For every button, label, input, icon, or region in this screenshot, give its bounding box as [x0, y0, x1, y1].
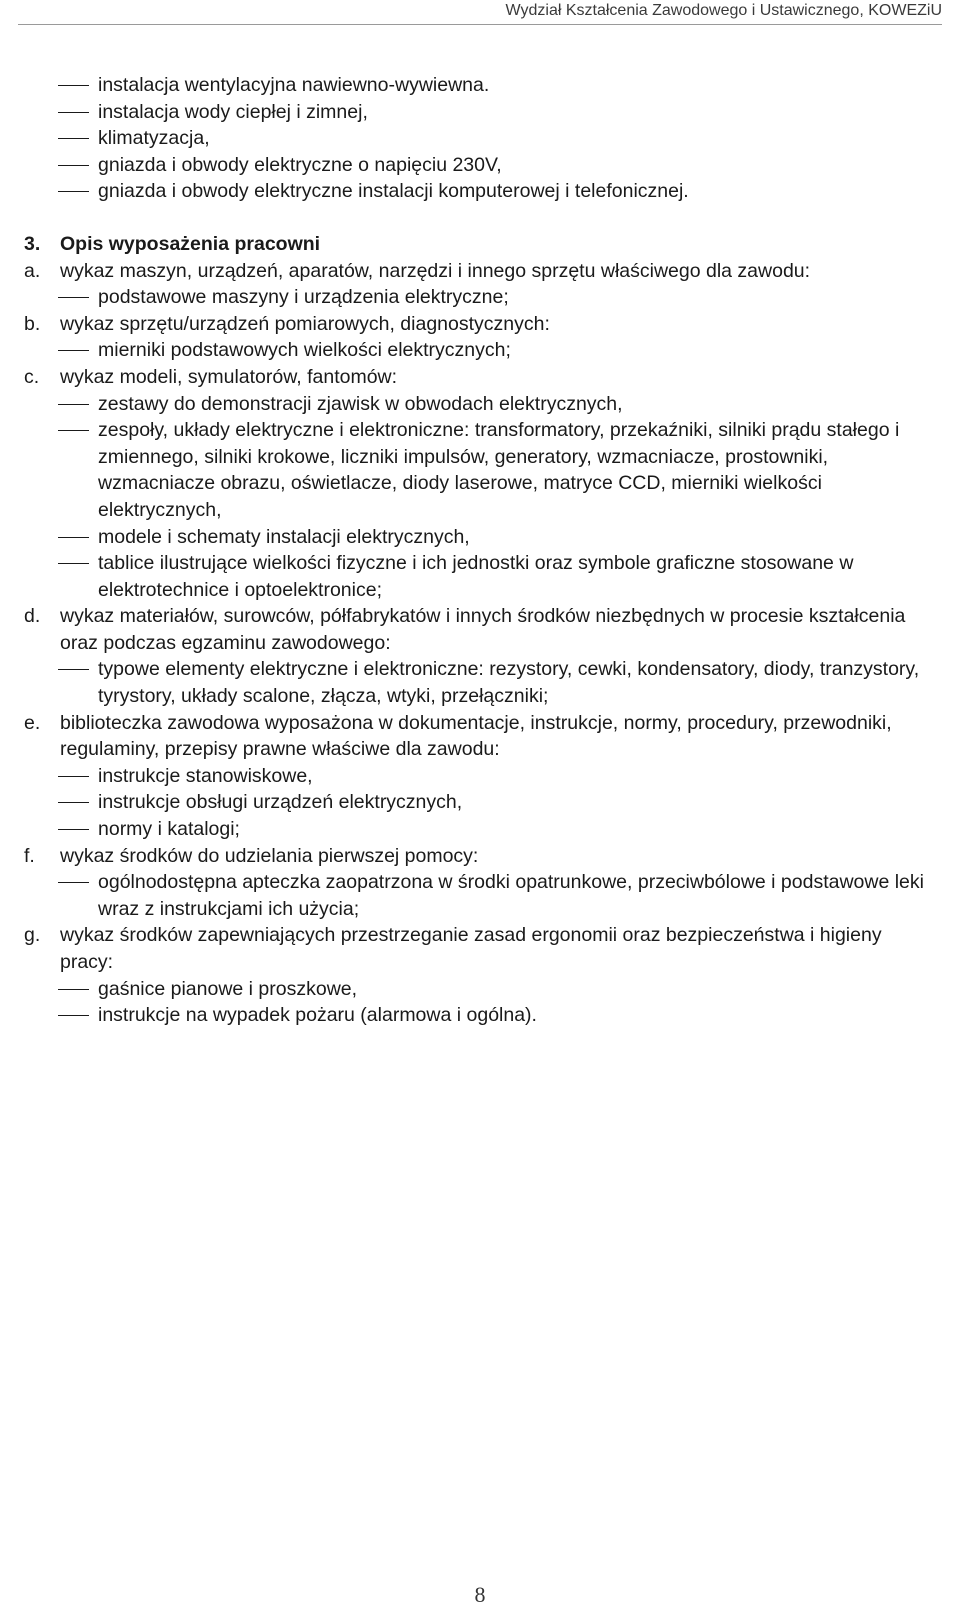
list-item: tablice ilustrujące wielkości fizyczne i ich jednostki oraz symbole graficzne stosowane w elektrotechnice i optoelektronice;: [0, 550, 960, 603]
lettered-heading: a. wykaz maszyn, urządzeń, aparatów, narzędzi i innego sprzętu właściwego dla zawodu:: [0, 258, 960, 285]
list-item: instrukcje stanowiskowe,: [0, 763, 960, 790]
list-item: podstawowe maszyny i urządzenia elektryczne;: [0, 284, 960, 311]
header-divider: [18, 24, 942, 25]
lettered-heading: b. wykaz sprzętu/urządzeń pomiarowych, diagnostycznych:: [0, 311, 960, 338]
lettered-item-g: [0, 922, 960, 1028]
list-item: instalacja wody ciepłej i zimnej,: [0, 99, 960, 126]
page-number: 8: [474, 1582, 486, 1607]
dash-bullet: [58, 563, 89, 564]
dash-bullet: [58, 829, 89, 830]
dash-bullet: [58, 85, 89, 86]
list-item: instalacja wentylacyjna nawiewno-wywiewna.: [0, 72, 960, 99]
lettered-heading: c. wykaz modeli, symulatorów, fantomów:: [0, 364, 960, 391]
lettered-item-d: [0, 603, 960, 709]
item-letter: b.: [24, 312, 41, 335]
dash-bullet: [58, 350, 89, 351]
list-item: ogólnodostępna apteczka zaopatrzona w środki opatrunkowe, przeciwbólowe i podstawowe leki wraz z instrukcjami ich użycia;: [0, 869, 960, 922]
list-item: klimatyzacja,: [0, 125, 960, 152]
lettered-heading: e. biblioteczka zawodowa wyposażona w dokumentacje, instrukcje, normy, procedury, przewodniki, regulaminy, przepisy prawne właściwe dla zawodu:: [24, 711, 892, 761]
intro-list: [0, 72, 960, 205]
list-item: instrukcje na wypadek pożaru (alarmowa i ogólna).: [0, 1002, 960, 1029]
lettered-heading: g. wykaz środków zapewniających przestrzeganie zasad ergonomii oraz bezpieczeństwa i higieny pracy:: [24, 924, 882, 973]
dash-bullet: [58, 882, 89, 883]
dash-bullet: [58, 776, 89, 777]
page-header: Wydział Kształcenia Zawodowego i Ustawicznego, KOWEZiU: [505, 2, 942, 19]
section-number: 3.: [24, 232, 41, 255]
dash-bullet: [58, 430, 89, 431]
list-item: mierniki podstawowych wielkości elektrycznych;: [0, 337, 960, 364]
item-letter: g.: [24, 924, 41, 947]
lettered-item-a: [0, 258, 960, 311]
section-heading: [24, 231, 960, 258]
lettered-item-f: [0, 843, 960, 923]
item-letter: d.: [24, 605, 41, 628]
lettered-heading: d. wykaz materiałów, surowców, półfabrykatów i innych środków niezbędnych w procesie kształcenia oraz podczas egzaminu zawodowego:: [24, 605, 906, 654]
list-item: instrukcje obsługi urządzeń elektrycznych,: [0, 789, 960, 816]
list-item: normy i katalogi;: [0, 816, 960, 843]
dash-bullet: [58, 191, 89, 192]
list-item: gaśnice pianowe i proszkowe,: [0, 976, 960, 1003]
list-item: zespoły, układy elektryczne i elektroniczne: transformatory, przekaźniki, silniki prądu stałego i zmiennego, silniki krokowe, liczniki impulsów, generatory, wzmacniacze, prostowniki, wzmacniacze obrazu, oświetlacze, diody laserowe, matryce CCD, mierniki wielkości elektrycznych,: [0, 417, 960, 523]
item-letter: a.: [24, 259, 41, 282]
item-letter: e.: [24, 711, 41, 734]
dash-bullet: [58, 112, 89, 113]
dash-bullet: [58, 669, 89, 670]
list-item: gniazda i obwody elektryczne instalacji komputerowej i telefonicznej.: [0, 178, 960, 205]
dash-bullet: [58, 404, 89, 405]
dash-bullet: [58, 537, 89, 538]
list-item: zestawy do demonstracji zjawisk w obwodach elektrycznych,: [0, 391, 960, 418]
document-body: [0, 72, 960, 1029]
dash-bullet: [58, 297, 89, 298]
dash-bullet: [58, 802, 89, 803]
lettered-item-b: [0, 311, 960, 364]
dash-bullet: [58, 1015, 89, 1016]
dash-bullet: [58, 989, 89, 990]
item-letter: f.: [24, 844, 35, 867]
section-title: Opis wyposażenia pracowni: [60, 232, 321, 255]
item-letter: c.: [24, 365, 40, 388]
list-item: modele i schematy instalacji elektrycznych,: [0, 524, 960, 551]
lettered-item-e: [0, 710, 960, 843]
list-item: typowe elementy elektryczne i elektroniczne: rezystory, cewki, kondensatory, diody, tranzystory, tyrystory, układy scalone, złącza, wtyki, przełączniki;: [0, 656, 960, 709]
dash-bullet: [58, 138, 89, 139]
dash-bullet: [58, 165, 89, 166]
lettered-heading: f. wykaz środków do udzielania pierwszej pomocy:: [0, 843, 960, 870]
list-item: gniazda i obwody elektryczne o napięciu 230V,: [0, 152, 960, 179]
lettered-item-c: [0, 364, 960, 603]
